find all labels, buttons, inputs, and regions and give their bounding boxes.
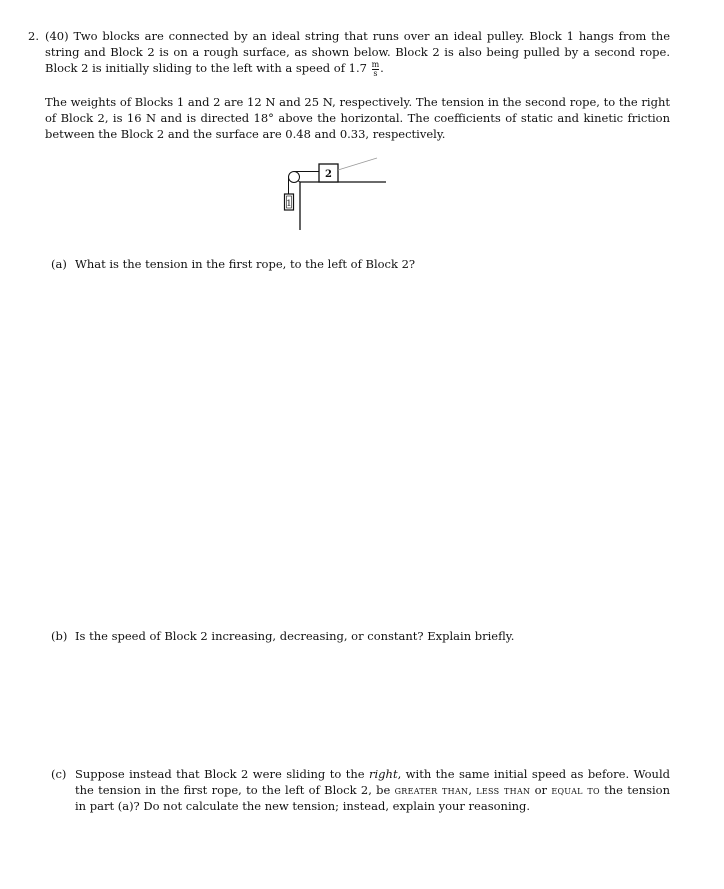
part-b-question: Is the speed of Block 2 increasing, decreasing, or constant? Explain briefly. bbox=[75, 629, 515, 643]
part-a bbox=[51, 256, 670, 272]
pulley-diagram bbox=[282, 156, 392, 232]
problem-intro bbox=[28, 28, 670, 78]
block-1-label: 1 bbox=[286, 199, 292, 209]
part-a-question: What is the tension in the first rope, to the left of Block 2? bbox=[75, 257, 416, 271]
intro-end: . bbox=[380, 61, 384, 75]
speed-unit-fraction bbox=[372, 61, 380, 78]
block-2-label: 2 bbox=[325, 169, 332, 180]
part-a-label: (a) bbox=[51, 257, 67, 271]
problem-number: 2. bbox=[28, 29, 39, 43]
part-c-question bbox=[75, 766, 670, 814]
part-b bbox=[51, 628, 670, 644]
part-c-text-3: the tension in part (a)? Do not calculate the new tension; instead, explain your reasoning. bbox=[75, 783, 671, 813]
part-c-text-1: Suppose instead that Block 2 were sliding to the bbox=[75, 767, 369, 781]
speed-unit-numerator: m bbox=[371, 59, 380, 69]
part-c-sep-1: , bbox=[468, 783, 477, 797]
part-c-sep-2: or bbox=[530, 783, 552, 797]
option-greater-than: greater than bbox=[394, 783, 469, 797]
pulley-icon bbox=[289, 172, 300, 183]
second-rope bbox=[338, 158, 377, 170]
intro-paragraph bbox=[45, 28, 670, 78]
part-c-label: (c) bbox=[51, 767, 67, 781]
part-c-text-2: , with the same initial speed as before. Would the tension in the first rope, to the left of Block 2, be bbox=[75, 767, 670, 797]
part-c bbox=[51, 766, 670, 814]
given-paragraph: The weights of Blocks 1 and 2 are 12 N and 25 N, respectively. The tension in the second rope, to the right of Block 2, is 16 N and is directed 18° above the horizontal. The coefficients of static and kinetic friction between the Block 2 and the surface are 0.48 and 0.33, respectively. bbox=[45, 94, 670, 141]
part-c-emphasis: right bbox=[369, 767, 398, 781]
part-b-label: (b) bbox=[51, 629, 68, 643]
option-equal-to: equal to bbox=[551, 783, 600, 797]
speed-unit-denominator: s bbox=[373, 68, 378, 78]
problem-2 bbox=[28, 28, 670, 142]
option-less-than: less than bbox=[476, 783, 531, 797]
intro-text: (40) Two blocks are connected by an ideal string that runs over an ideal pulley. Block 1 hangs from the string and Block 2 is on a rough surface, as shown below. Block 2 is also being pulled by a second rope. Block 2 is initially sliding to the left with a speed of 1.7 bbox=[45, 29, 670, 75]
